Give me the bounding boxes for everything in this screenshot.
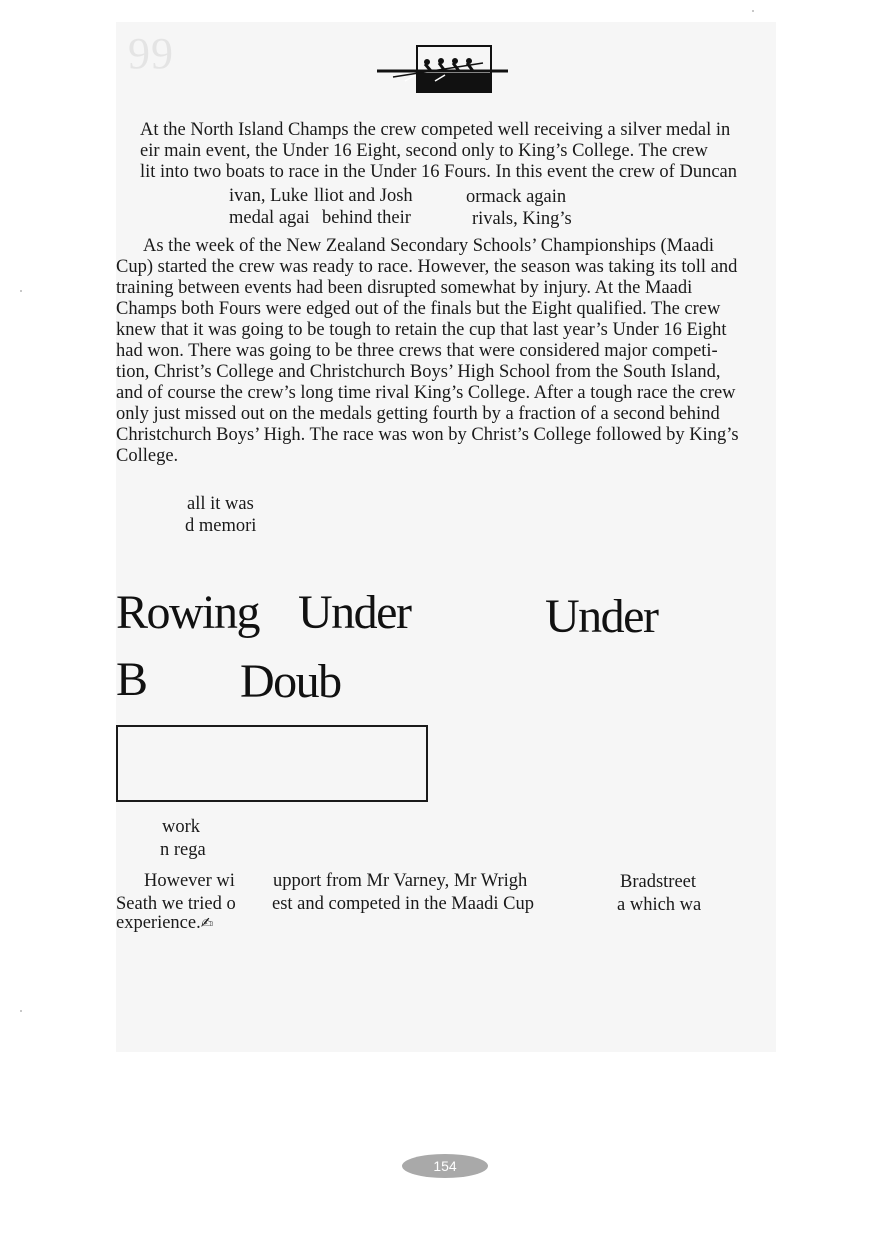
text-line: Cup) started the crew was ready to race. However, the season was taking its toll and [116,257,738,277]
text-line: only just missed out on the medals getting fourth by a fraction of a second behind [116,404,720,424]
header-faint-number: 99 [128,29,174,78]
text-line: and of course the crew’s long time rival King’s College. After a tough race the crew [116,383,736,403]
text-fragment: est and competed in the Maadi Cup [272,894,535,914]
section-heading-word: Under [298,586,411,639]
section-heading-word: Doub [240,655,341,708]
paragraph-north-island [140,120,780,183]
text-line: College. [116,446,179,466]
section-heading-word: Rowing [116,586,260,639]
text-line: had won. There was going to be three crews that were considered major competi- [116,341,718,361]
text-fragment: Seath we tried o [116,894,236,914]
scan-speck [752,10,754,12]
text-fragment: Bradstreet [620,872,697,892]
paragraph-maadi-cup [116,236,780,467]
text-fragment: n rega [160,840,206,860]
text-line: training between events had been disrupted somewhat by injury. At the Maadi [116,278,693,298]
section-heading-word: B [116,653,147,706]
text-fragment: d memori [185,516,257,536]
text-fragment: behind their [322,208,411,228]
scan-speck [20,290,22,292]
empty-photo-frame [116,725,428,802]
rowing-crew-logo [375,45,510,93]
text-fragment: a which wa [617,895,702,915]
text-line: Champs both Fours were edged out of the finals but the Eight qualified. The crew [116,299,721,319]
text-line: eir main event, the Under 16 Eight, second only to King’s College. The crew [140,141,708,161]
text-fragment: rivals, King’s [472,209,572,229]
text-fragment: However wi [144,871,235,891]
text-fragment [116,913,213,934]
text-fragment: ormack again [466,187,567,207]
text-fragment: medal agai [229,208,310,228]
section-heading-word: Under [545,590,658,643]
text-fragment: all it was [187,494,254,514]
text-fragment: upport from Mr Varney, Mr Wrigh [273,871,528,891]
text-line: lit into two boats to race in the Under 16 Fours. In this event the crew of Duncan [140,162,737,182]
text-fragment: ivan, Luke [229,186,309,206]
text-line: Christchurch Boys’ High. The race was won by Christ’s College followed by King’s [116,425,739,445]
text-fragment: lliot and Josh [314,186,413,206]
text-fragment: work [162,817,201,837]
text-line: tion, Christ’s College and Christchurch Boys’ High School from the South Island, [116,362,721,382]
text-line: As the week of the New Zealand Secondary Schools’ Championships (Maadi [143,236,714,256]
scan-speck [20,1010,22,1012]
page-number-badge: 154 [402,1154,488,1178]
text-fragment-word: experience. [116,913,201,933]
text-line: knew that it was going to be tough to retain the cup that last year’s Under 16 Eight [116,320,727,340]
text-line: At the North Island Champs the crew competed well receiving a silver medal in [140,120,731,140]
pen-end-icon: ✍ [200,914,214,932]
